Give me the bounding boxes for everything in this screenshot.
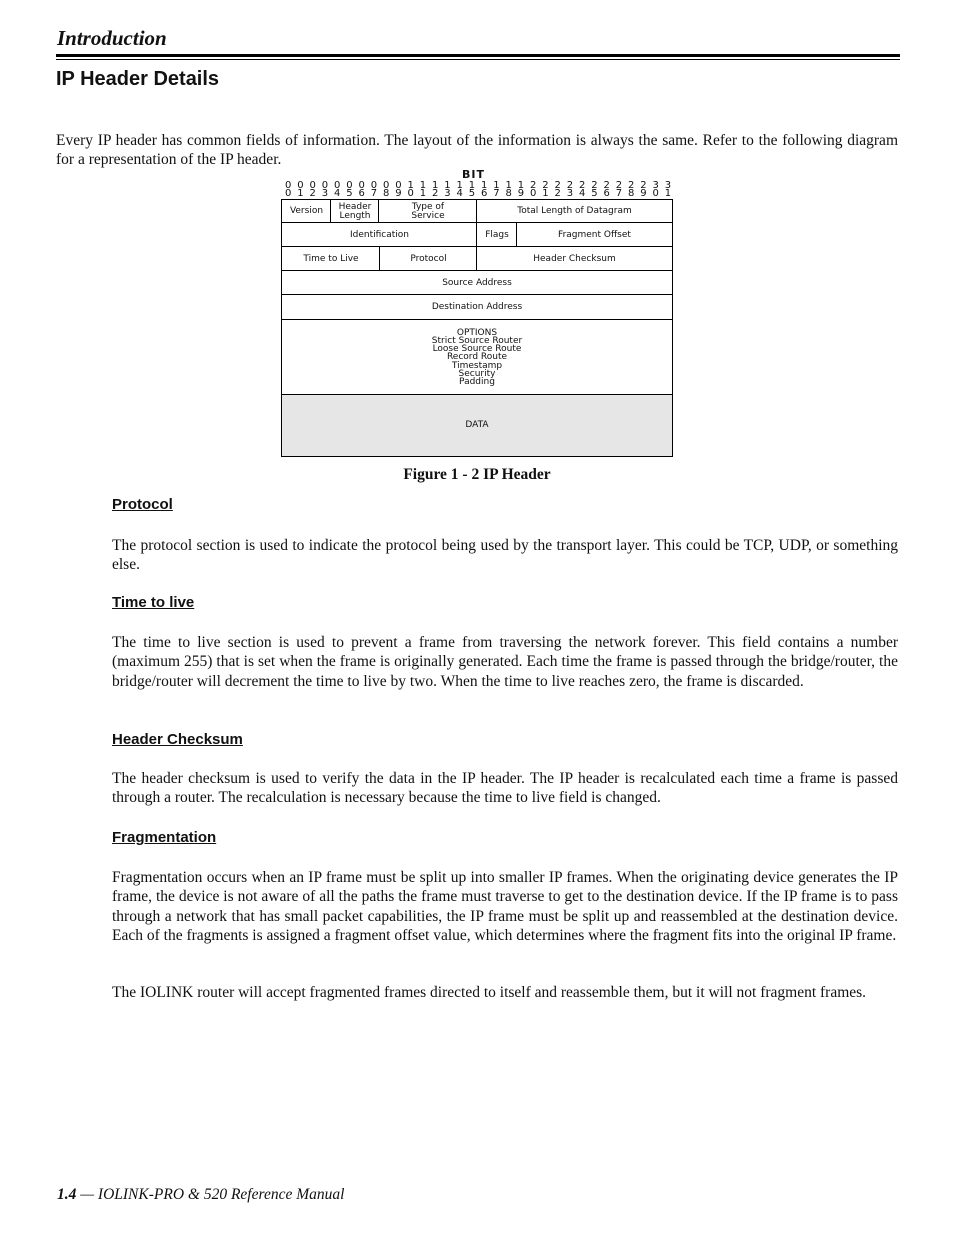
bit-digit: 2 [566, 180, 574, 191]
field-options: OPTIONS Strict Source Router Loose Source Route Record Route Timestamp Security Padding [281, 319, 673, 396]
bit-digit: 4 [333, 188, 341, 199]
bit-digit: 0 [652, 188, 659, 199]
bit-digit: 2 [554, 188, 561, 199]
footer-separator: — [76, 1186, 98, 1203]
bit-digit: 8 [505, 188, 512, 199]
heading-header-checksum: Header Checksum [112, 731, 243, 748]
bit-digit: 1 [542, 188, 549, 199]
bit-digit: 2 [309, 188, 316, 199]
bit-digit: 1 [480, 180, 488, 191]
bit-digit: 5 [346, 188, 353, 199]
bit-digit: 0 [284, 188, 292, 199]
field-fragment-offset: Fragment Offset [516, 222, 673, 248]
bit-digit: 1 [444, 180, 451, 191]
field-data: DATA [281, 394, 673, 457]
header-rule [56, 54, 900, 57]
bit-digit: 1 [297, 188, 304, 199]
paragraph-fragmentation-1: Fragmentation occurs when an IP frame must be split up into smaller IP frames. When the originating device generates the IP frame, the device is not aware of all the paths the frame must traverse to get to the destination device. If the IP frame is to pass through a network that has small packet capabilities, the IP frame must be split up and reassembled at the destination device. Each of the fragments is assigned a fragment offset value, which determines where the fragment fits into the original IP frame. [112, 869, 898, 945]
bit-digit: 1 [493, 180, 500, 191]
field-flags: Flags [476, 222, 518, 248]
bit-label: BIT [462, 168, 485, 181]
paragraph-protocol: The protocol section is used to indicate the protocol being used by the transport layer. This could be TCP, UDP, or something else. [112, 537, 898, 574]
bit-digit: 3 [664, 180, 672, 191]
paragraph-header-checksum: The header checksum is used to verify the data in the IP header. The IP header is recalculated each time a frame is passed through a router. The recalculation is necessary because the time to live field is changed. [112, 770, 898, 807]
bit-digit: 4 [578, 188, 586, 199]
bit-digit: 1 [407, 180, 414, 191]
header-rule-thin [56, 59, 900, 60]
bit-digit: 7 [615, 188, 623, 199]
bit-digit: 8 [627, 188, 635, 199]
page-footer [57, 1186, 344, 1204]
bit-digit: 6 [358, 188, 365, 199]
bit-digit: 3 [566, 188, 574, 199]
bit-digit: 2 [554, 180, 561, 191]
bit-digit: 1 [431, 180, 439, 191]
bit-digit: 0 [333, 180, 341, 191]
bit-digit: 3 [652, 180, 659, 191]
bit-digit: 9 [640, 188, 647, 199]
bit-digit: 0 [370, 180, 378, 191]
bit-digit: 0 [407, 188, 414, 199]
bit-digit: 1 [456, 180, 463, 191]
bit-digit: 2 [640, 180, 647, 191]
manual-title: IOLINK-PRO & 520 Reference Manual [97, 1186, 345, 1203]
field-header-length: Header Length [330, 199, 380, 224]
field-header-checksum: Header Checksum [476, 246, 673, 272]
bit-digit: 1 [419, 188, 427, 199]
heading-protocol: Protocol [112, 496, 173, 513]
bit-digit: 0 [297, 180, 304, 191]
bit-digit: 2 [615, 180, 623, 191]
bit-digit: 5 [468, 188, 476, 199]
bit-digit: 0 [321, 180, 329, 191]
heading-time-to-live: Time to live [112, 594, 195, 611]
bit-digit: 0 [358, 180, 365, 191]
bit-digit: 9 [395, 188, 402, 199]
bit-digit: 8 [382, 188, 390, 199]
field-source-address: Source Address [281, 270, 673, 296]
field-total-length: Total Length of Datagram [476, 199, 673, 224]
bit-digit: 2 [542, 180, 549, 191]
heading-fragmentation: Fragmentation [112, 829, 217, 846]
bit-digit: 6 [603, 188, 610, 199]
section-title: IP Header Details [56, 68, 220, 90]
bit-digit: 3 [321, 188, 329, 199]
bit-digit: 2 [603, 180, 610, 191]
bit-digit: 0 [395, 180, 402, 191]
bit-digit: 7 [370, 188, 378, 199]
field-destination-address: Destination Address [281, 294, 673, 321]
ip-header-diagram [281, 199, 673, 457]
intro-paragraph: Every IP header has common fields of information. The layout of the information is always the same. Refer to the following diagram for a representation of the IP header. [56, 132, 898, 169]
bit-digit: 0 [346, 180, 353, 191]
bit-digit: 1 [664, 188, 672, 199]
figure-caption: Figure 1 - 2 IP Header [403, 466, 551, 483]
bit-digit: 1 [419, 180, 427, 191]
bit-digit: 5 [591, 188, 598, 199]
page-number: 1.4 [57, 1186, 77, 1203]
bit-digit: 1 [505, 180, 512, 191]
bit-digit: 9 [517, 188, 525, 199]
field-protocol: Protocol [379, 246, 478, 272]
paragraph-fragmentation-2: The IOLINK router will accept fragmented frames directed to itself and reassemble them, but it will not fragment frames. [112, 984, 867, 1001]
paragraph-time-to-live: The time to live section is used to prevent a frame from traversing the network forever. This field contains a number (maximum 255) that is set when the frame is originally generated. Each time the frame is passed through the bridge/router, the bridge/router will decrement the time to live by two. When the time to live reaches zero, the frame is discarded. [112, 634, 898, 690]
bit-digit: 0 [529, 188, 537, 199]
field-identification: Identification [281, 222, 478, 248]
bit-digit: 1 [468, 180, 476, 191]
field-type-of-service: Type of Service [378, 199, 478, 224]
bit-digit: 0 [309, 180, 316, 191]
bit-digit: 0 [382, 180, 390, 191]
field-time-to-live: Time to Live [281, 246, 381, 272]
bit-digit: 2 [529, 180, 537, 191]
bit-digit: 2 [431, 188, 439, 199]
chapter-title: Introduction [57, 26, 167, 50]
bit-digit: 1 [517, 180, 525, 191]
bit-digit: 6 [480, 188, 488, 199]
bit-digit: 2 [591, 180, 598, 191]
bit-digit: 2 [627, 180, 635, 191]
bit-digit: 3 [444, 188, 451, 199]
bit-digit: 7 [493, 188, 500, 199]
bit-digit: 4 [456, 188, 463, 199]
field-version: Version [281, 199, 332, 224]
bit-digit: 2 [578, 180, 586, 191]
bit-digit: 0 [284, 180, 292, 191]
